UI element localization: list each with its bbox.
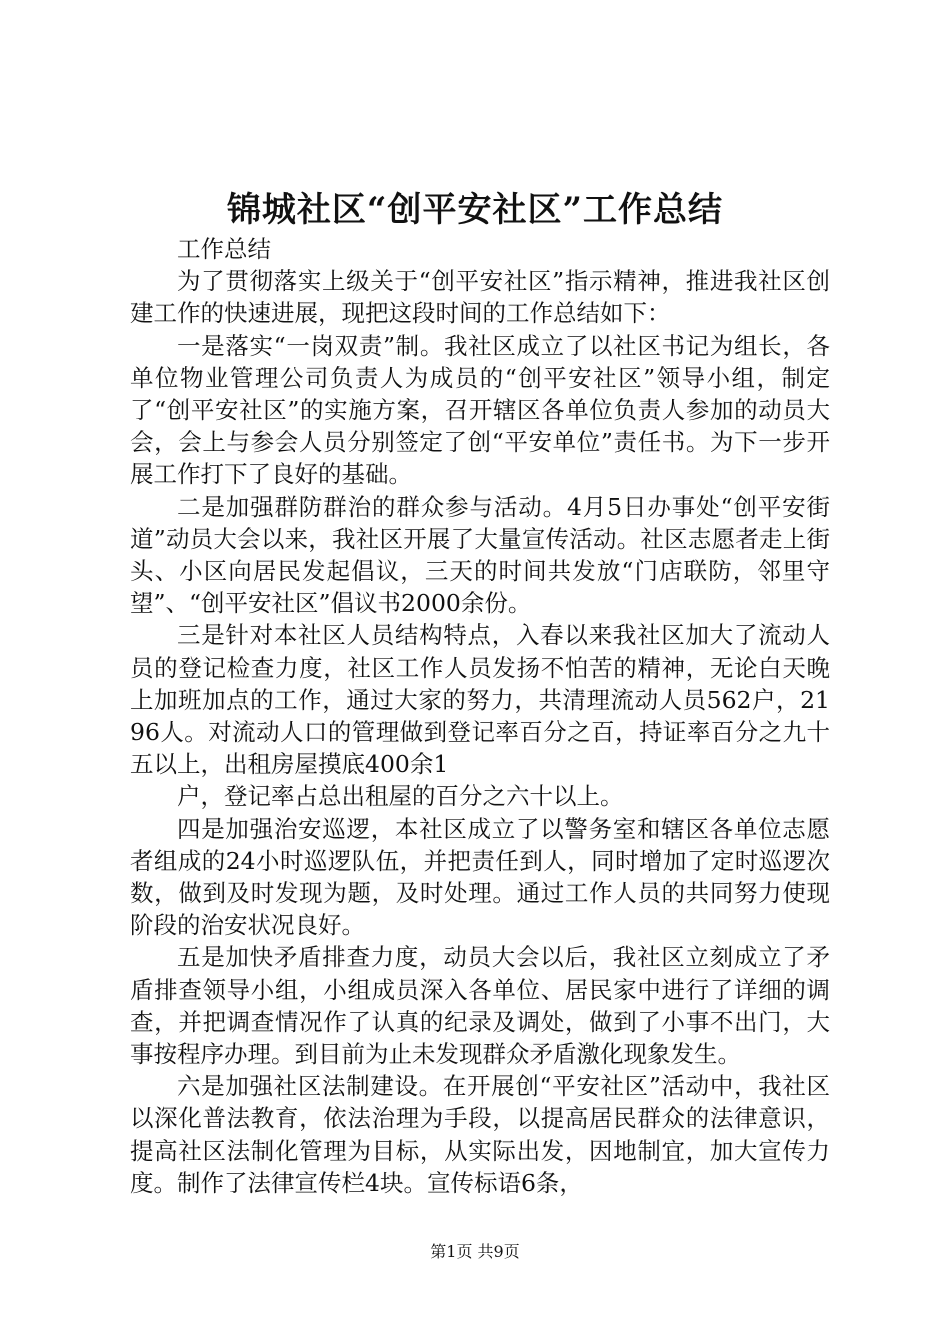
paragraph-item-4: 四是加强治安巡逻，本社区成立了以警务室和辖区各单位志愿者组成的24小时巡逻队伍，并把责任到人，同时增加了定时巡逻次数，做到及时发现为题，及时处理。通过工作人员的共同努力使现阶段的治安状况良好。	[130, 814, 830, 940]
paragraph-item-3-continued: 户，登记率占总出租屋的百分之六十以上。	[177, 782, 624, 811]
paragraph-item-5: 五是加快矛盾排查力度，动员大会以后，我社区立刻成立了矛盾排查领导小组，小组成员深入各单位、居民家中进行了详细的调查，并把调查情况作了认真的纪录及调处，做到了小事不出门，大事按程序办理。到目前为止未发现群众矛盾激化现象发生。	[130, 943, 830, 1069]
paragraph-item-6: 六是加强社区法制建设。在开展创“平安社区”活动中，我社区以深化普法教育，依法治理为手段，以提高居民群众的法律意识，提高社区法制化管理为目标，从实际出发，因地制宜，加大宣传力度。制作了法律宣传栏4块。宣传标语6条，	[130, 1072, 830, 1197]
document-body	[130, 233, 830, 1199]
page-number-footer: 第1页 共9页	[430, 1242, 520, 1261]
paragraph-item-1: 一是落实“一岗双责”制。我社区成立了以社区书记为组长，各单位物业管理公司负责人为成员的“创平安社区”领导小组，制定了“创平安社区”的实施方案，召开辖区各单位负责人参加的动员大会，会上与参会人员分别签定了创“平安单位”责任书。为下一步开展工作打下了良好的基础。	[130, 331, 830, 489]
paragraph-item-2: 二是加强群防群治的群众参与活动。4月5日办事处“创平安街道”动员大会以来，我社区开展了大量宣传活动。社区志愿者走上街头、小区向居民发起倡议，三天的时间共发放“门店联防，邻里守望”、“创平安社区”倡议书2000余份。	[130, 492, 830, 618]
document-title: 锦城社区“创平安社区”工作总结	[226, 190, 724, 230]
paragraph-intro: 为了贯彻落实上级关于“创平安社区”指示精神，推进我社区创建工作的快速进展，现把这段时间的工作总结如下：	[130, 267, 830, 328]
paragraph-heading: 工作总结	[177, 235, 271, 263]
paragraph-item-3: 三是针对本社区人员结构特点，入春以来我社区加大了流动人员的登记检查力度，社区工作人员发扬不怕苦的精神，无论白天晚上加班加点的工作，通过大家的努力，共清理流动人员562户，2196人。对流动人口的管理做到登记率百分之百，持证率百分之九十五以上，出租房屋摸底400余1	[130, 621, 830, 779]
